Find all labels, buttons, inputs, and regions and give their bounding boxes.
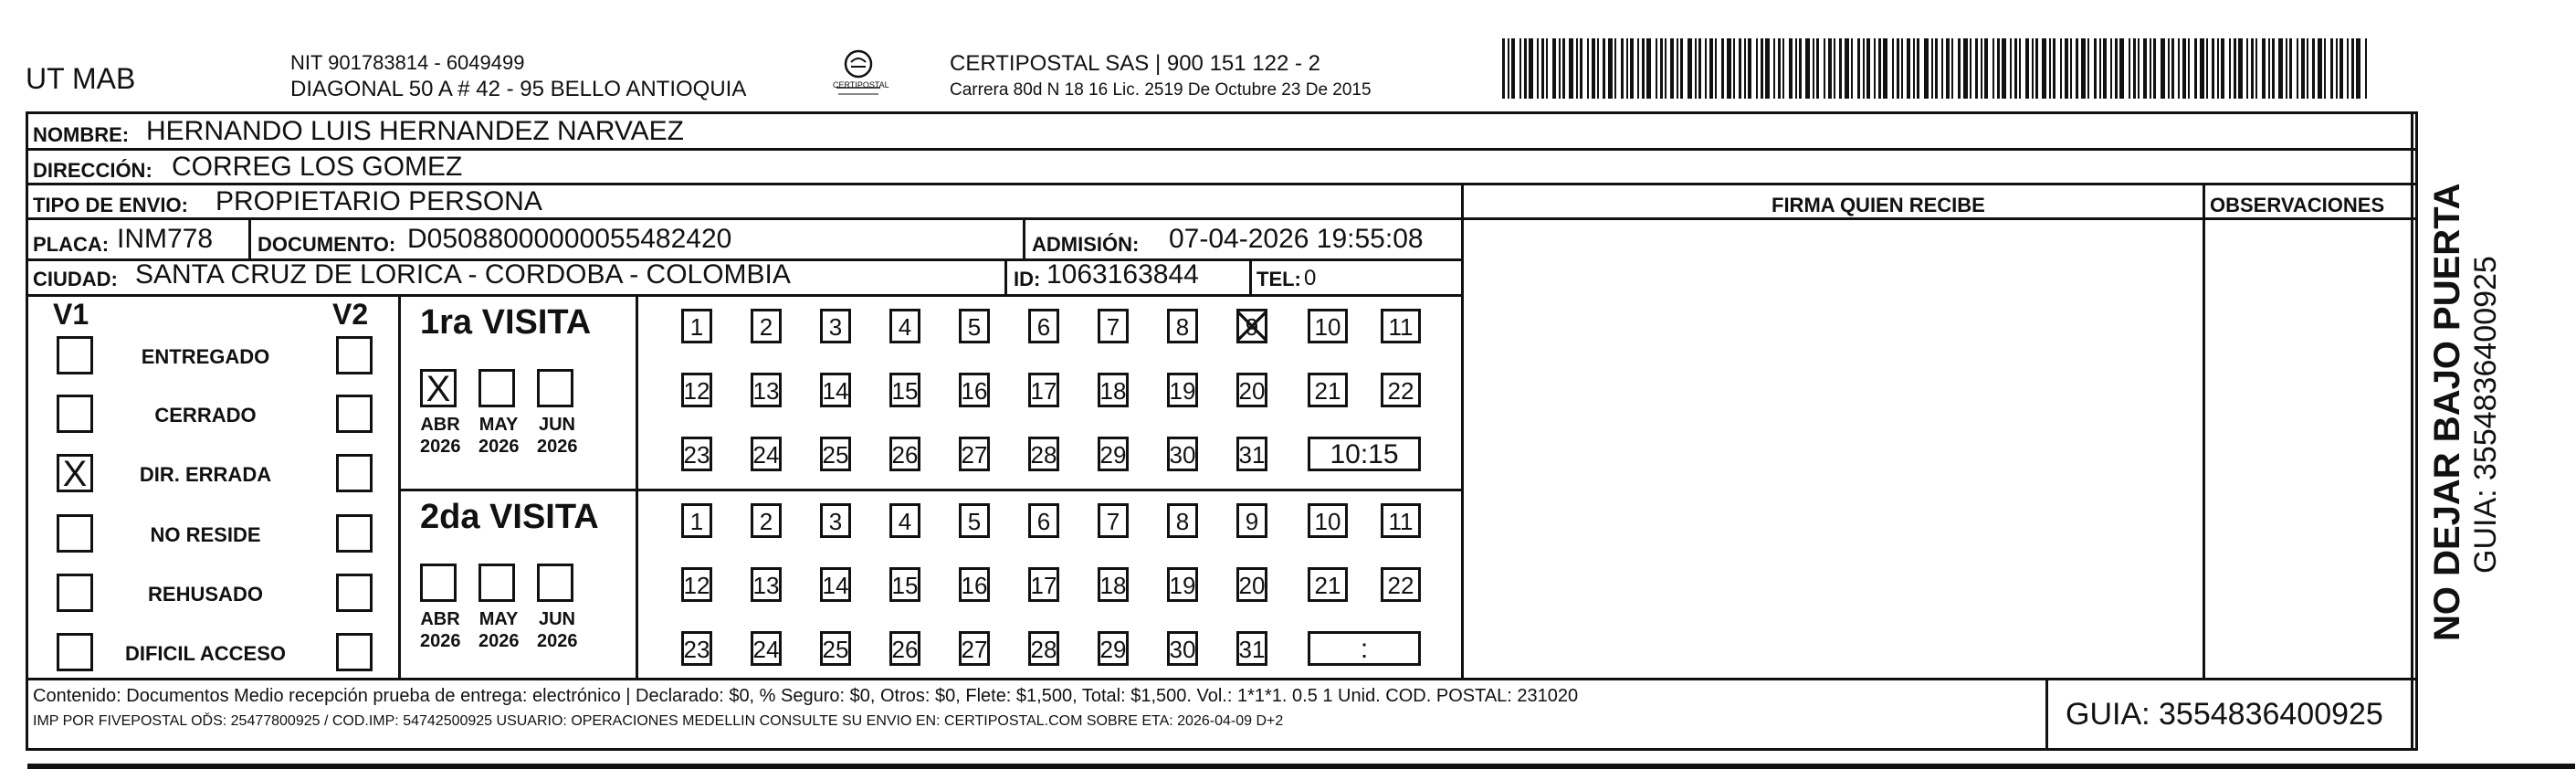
barcode-bar	[1963, 38, 1968, 99]
barcode-bar	[1845, 38, 1849, 99]
barcode-bar	[1935, 38, 1938, 99]
barcode-bar	[2019, 38, 2021, 99]
status-label: DIR. ERRADA	[139, 463, 272, 486]
visit-year-label: 2026	[420, 631, 461, 651]
admission-value: 07-04-2026 19:55:08	[1169, 224, 1424, 254]
visit-day-box[interactable]: 20	[1236, 567, 1267, 602]
visit-day-box[interactable]: 31	[1236, 437, 1267, 471]
barcode-bar	[1705, 38, 1707, 99]
visit-day-box[interactable]: 22	[1381, 373, 1421, 407]
barcode-bar	[2129, 38, 2130, 99]
barcode-bar	[2150, 38, 2151, 99]
status-v2-checkbox[interactable]	[336, 454, 373, 492]
visit-year-label: 2026	[478, 631, 520, 651]
visit-day-box[interactable]: 9	[1236, 309, 1267, 343]
barcode-bar	[1975, 38, 1978, 99]
visit-day-box[interactable]: 14	[820, 567, 851, 602]
barcode-bar	[1541, 38, 1544, 99]
barcode-bar	[2297, 38, 2298, 99]
barcode-bar	[1874, 38, 1876, 99]
barcode-bar	[2251, 38, 2254, 99]
visit-day-box[interactable]: 21	[1308, 373, 1348, 407]
visit-day-box[interactable]: 25	[820, 631, 851, 666]
barcode-bar	[2188, 38, 2190, 99]
document-label: DOCUMENTO:	[258, 233, 396, 256]
recipient-name: HERNANDO LUIS HERNANDEZ NARVAEZ	[146, 116, 684, 146]
barcode-bar	[2217, 38, 2219, 99]
visit-day-box[interactable]: 8	[1167, 309, 1198, 343]
sender-address: DIAGONAL 50 A # 42 - 95 BELLO ANTIOQUIA	[290, 77, 747, 101]
visit-day-box[interactable]: 7	[1098, 503, 1129, 538]
barcode-bar	[1537, 38, 1539, 99]
barcode-bar	[1851, 38, 1853, 99]
status-v2-checkbox[interactable]	[336, 395, 373, 433]
visit-day-box[interactable]: 23	[681, 631, 712, 666]
visit-day-box[interactable]: 13	[751, 373, 782, 407]
barcode-bar	[2035, 38, 2038, 99]
barcode-bar	[1524, 38, 1527, 99]
barcode-bar	[2307, 38, 2308, 99]
barcode-bar	[1677, 38, 1678, 99]
barcode-bar	[2099, 38, 2101, 99]
barcode-bar	[1660, 38, 1663, 99]
visit-year-label: 2026	[478, 437, 520, 457]
barcode-bar	[1597, 38, 1599, 99]
barcode-bar	[2182, 38, 2186, 99]
barcode-bar	[2289, 38, 2292, 99]
visit-day-box[interactable]: 5	[959, 309, 990, 343]
barcode-bar	[1857, 38, 1860, 99]
barcode-bar	[1695, 38, 1697, 99]
barcode-bar	[2081, 38, 2086, 99]
barcode-bar	[2339, 38, 2343, 99]
barcode-bar	[1984, 38, 1988, 99]
visit-day-box[interactable]: 7	[1098, 309, 1129, 343]
barcode-bar	[2278, 38, 2283, 99]
ship-type-label: TIPO DE ENVIO:	[33, 194, 188, 216]
barcode-bar	[2238, 38, 2243, 99]
visit-month-checkbox[interactable]: X	[420, 369, 457, 407]
visit-day-box[interactable]: 14	[820, 373, 851, 407]
barcode-bar	[2200, 38, 2204, 99]
barcode-bar	[1748, 38, 1751, 99]
visit-day-box[interactable]: 27	[959, 437, 990, 471]
barcode-bar	[1733, 38, 1735, 99]
barcode-bar	[2312, 38, 2315, 99]
barcode-bar	[2065, 38, 2068, 99]
contents-line: Contenido: Documentos Medio recepción prueba de entrega: electrónico | Declarado: $0, % Seguro: $0, Otros: $0, Flete: $1,500, Total: $1,500. Vol.: 1*1*1. 0.5 1 Unid. COD. POSTAL: 231020	[33, 686, 1579, 706]
visit-day-box[interactable]: 4	[889, 309, 920, 343]
visit-day-box[interactable]: 3	[820, 503, 851, 538]
visit-day-box[interactable]: 11	[1381, 503, 1421, 538]
visit-month-label: ABR	[420, 415, 460, 435]
visit-day-box[interactable]: 8	[1167, 503, 1198, 538]
barcode-bar	[1680, 38, 1683, 99]
operator-name: UT MAB	[26, 62, 136, 95]
barcode-bar	[2324, 38, 2326, 99]
barcode-bar	[1626, 38, 1628, 99]
barcode-bar	[2347, 38, 2349, 99]
barcode-bar	[1580, 38, 1582, 99]
barcode-bar	[1878, 38, 1881, 99]
visit-day-box[interactable]: 16	[959, 373, 990, 407]
barcode-bar	[1744, 38, 1746, 99]
tel-label: TEL:	[1256, 268, 1301, 290]
visit-day-box[interactable]: 6	[1028, 309, 1059, 343]
barcode-bar	[1795, 38, 1797, 99]
plate-label: PLACA:	[33, 233, 110, 256]
barcode-bar	[2194, 38, 2197, 99]
visit-time-box[interactable]: :	[1308, 631, 1421, 666]
city-label: CIUDAD:	[33, 268, 118, 290]
visit-time-box[interactable]: 10:15	[1308, 437, 1421, 471]
barcode-bar	[2094, 38, 2097, 99]
status-v2-checkbox[interactable]	[336, 574, 373, 612]
status-label: REHUSADO	[148, 583, 263, 606]
barcode-bar	[1665, 38, 1667, 99]
visit-day-box[interactable]: 26	[889, 631, 920, 666]
barcode-bar	[2168, 38, 2170, 99]
barcode-bar	[1569, 38, 1573, 99]
barcode-bar	[1828, 38, 1832, 99]
visit-day-box[interactable]: 26	[889, 437, 920, 471]
barcode-bar	[2025, 38, 2029, 99]
tel-value: 0	[1304, 266, 1317, 290]
barcode-bar	[2318, 38, 2322, 99]
barcode-bar	[2234, 38, 2236, 99]
barcode-bar	[1883, 38, 1887, 99]
visit-day-box[interactable]: 30	[1167, 631, 1198, 666]
status-label: NO RESIDE	[150, 523, 261, 546]
barcode-bar	[1816, 38, 1819, 99]
visit-month-checkbox[interactable]	[478, 564, 515, 602]
barcode-bar	[2153, 38, 2156, 99]
barcode-bar	[1592, 38, 1595, 99]
visit-month-label: MAY	[478, 609, 519, 629]
barcode-bar	[1698, 38, 1701, 99]
barcode-bar	[2229, 38, 2231, 99]
barcode-bar	[2138, 38, 2140, 99]
barcode-bar	[1913, 38, 1915, 99]
barcode-bar	[1721, 38, 1724, 99]
barcode-bar	[1630, 38, 1634, 99]
status-label: ENTREGADO	[141, 345, 270, 368]
barcode-bar	[1992, 38, 1994, 99]
barcode-bar	[2356, 38, 2360, 99]
visit-day-box[interactable]: 24	[751, 437, 782, 471]
visit-day-box[interactable]: 24	[751, 631, 782, 666]
city-value: SANTA CRUZ DE LORICA - CORDOBA - COLOMBIA	[135, 259, 791, 290]
visit-day-box[interactable]: 19	[1167, 567, 1198, 602]
visit-day-box[interactable]: 28	[1028, 631, 1059, 666]
visit-month-label: JUN	[538, 415, 575, 435]
barcode-bar	[2049, 38, 2051, 99]
barcode-bar	[1907, 38, 1910, 99]
visit-day-box[interactable]: 20	[1236, 373, 1267, 407]
barcode-bar	[1778, 38, 1781, 99]
barcode-bar	[1931, 38, 1933, 99]
status-v1-checkbox[interactable]: X	[57, 454, 93, 492]
visit-day-box[interactable]: 31	[1236, 631, 1267, 666]
barcode-bar	[2110, 38, 2112, 99]
barcode-bar	[2070, 38, 2072, 99]
visit-day-box[interactable]: 3	[820, 309, 851, 343]
recipient-address: CORREG LOS GOMEZ	[172, 152, 463, 182]
barcode-bar	[2212, 38, 2214, 99]
visit-day-box[interactable]: 2	[751, 309, 782, 343]
printing-line: IMP POR FIVEPOSTAL OĎS: 25477800925 / COD.IMP: 54742500925 USUARIO: OPERACIONES MEDELLIN CONSULTE SU ENVIO EN: CERTIPOSTAL.COM SOBRE ETA: 2026-04-09 D+2	[33, 713, 1284, 729]
visit-title: 1ra VISITA	[420, 303, 592, 342]
barcode-bar	[1756, 38, 1758, 99]
visit-day-box[interactable]: 18	[1098, 373, 1129, 407]
barcode-bar	[1981, 38, 1982, 99]
barcode-bar	[1897, 38, 1899, 99]
barcode-bar	[1773, 38, 1775, 99]
visit-day-box[interactable]: 12	[681, 567, 712, 602]
visit-day-box[interactable]: 30	[1167, 437, 1198, 471]
visit-month-label: ABR	[420, 609, 460, 629]
barcode-bar	[2301, 38, 2305, 99]
document-value: D05088000000055482420	[407, 224, 732, 254]
barcode-bar	[1637, 38, 1639, 99]
ship-type: PROPIETARIO PERSONA	[216, 186, 542, 216]
barcode-bar	[1958, 38, 1961, 99]
barcode-bar	[2060, 38, 2062, 99]
barcode-bar	[1709, 38, 1713, 99]
barcode-bar	[1688, 38, 1692, 99]
barcode-bar	[1562, 38, 1565, 99]
visit-title: 2da VISITA	[420, 498, 599, 536]
barcode-bar	[1670, 38, 1674, 99]
barcode-bar	[1727, 38, 1731, 99]
barcode-bar	[1892, 38, 1894, 99]
barcode-bar	[2268, 38, 2270, 99]
barcode-bar	[1799, 38, 1802, 99]
address-label: DIRECCIÓN:	[33, 159, 152, 182]
visit-month-checkbox[interactable]	[478, 369, 515, 407]
visit-day-box[interactable]: 23	[681, 437, 712, 471]
barcode-bar	[1997, 38, 2000, 99]
barcode-bar	[1924, 38, 1929, 99]
barcode-bar	[1656, 38, 1657, 99]
barcode-bar	[2330, 38, 2333, 99]
barcode	[1502, 38, 2374, 99]
company-line: CERTIPOSTAL SAS | 900 151 122 - 2	[950, 51, 1320, 76]
visit-day-box[interactable]: 17	[1028, 373, 1059, 407]
barcode-bar	[1614, 38, 1616, 99]
barcode-bar	[1782, 38, 1784, 99]
status-label: CERRADO	[154, 404, 257, 427]
visit-year-label: 2026	[420, 437, 461, 457]
barcode-bar	[2053, 38, 2056, 99]
visit-month-label: MAY	[478, 415, 519, 435]
barcode-bar	[2076, 38, 2078, 99]
visit-day-box[interactable]: 9	[1236, 503, 1267, 538]
barcode-bar	[2087, 38, 2089, 99]
barcode-bar	[1839, 38, 1842, 99]
visit-day-box[interactable]: 4	[889, 503, 920, 538]
barcode-bar	[2143, 38, 2147, 99]
barcode-bar	[2002, 38, 2006, 99]
license-line: Carrera 80d N 18 16 Lic. 2519 De Octubre 23 De 2015	[950, 80, 1372, 100]
visit-month-checkbox[interactable]	[420, 564, 457, 602]
barcode-bar	[2365, 38, 2367, 99]
barcode-bar	[1546, 38, 1548, 99]
barcode-bar	[1866, 38, 1870, 99]
visit-day-box[interactable]: 16	[959, 567, 990, 602]
barcode-bar	[1511, 38, 1515, 99]
barcode-bar	[1805, 38, 1810, 99]
barcode-bar	[1824, 38, 1825, 99]
visit-day-box[interactable]: 6	[1028, 503, 1059, 538]
visit-month-checkbox[interactable]	[537, 369, 573, 407]
visit-day-box[interactable]: 27	[959, 631, 990, 666]
barcode-bar	[1917, 38, 1919, 99]
barcode-bar	[1863, 38, 1865, 99]
nit-line: NIT 901783814 - 6049499	[290, 51, 525, 74]
barcode-bar	[1901, 38, 1903, 99]
barcode-bar	[1951, 38, 1953, 99]
visit-day-box[interactable]: 29	[1098, 631, 1129, 666]
barcode-bar	[1970, 38, 1971, 99]
barcode-bar	[1608, 38, 1613, 99]
barcode-bar	[1502, 38, 1505, 99]
id-label: ID:	[1014, 268, 1041, 290]
barcode-bar	[2115, 38, 2118, 99]
admission-label: ADMISIÓN:	[1032, 233, 1140, 256]
barcode-bar	[2262, 38, 2266, 99]
visit-day-box[interactable]: 15	[889, 567, 920, 602]
barcode-bar	[1765, 38, 1770, 99]
barcode-bar	[2103, 38, 2107, 99]
barcode-bar	[1642, 38, 1645, 99]
barcode-bar	[1603, 38, 1605, 99]
barcode-bar	[2206, 38, 2208, 99]
barcode-bar	[1587, 38, 1589, 99]
barcode-bar	[2171, 38, 2174, 99]
visit-day-box[interactable]: 18	[1098, 567, 1129, 602]
barcode-bar	[2255, 38, 2257, 99]
barcode-bar	[2032, 38, 2034, 99]
status-v2-checkbox[interactable]	[336, 633, 373, 671]
barcode-bar	[2042, 38, 2046, 99]
barcode-bar	[2178, 38, 2180, 99]
barcode-bar	[2286, 38, 2287, 99]
status-v2-checkbox[interactable]	[336, 514, 373, 553]
id-value: 1063163844	[1046, 259, 1199, 290]
barcode-bar	[2133, 38, 2136, 99]
barcode-bar	[1552, 38, 1556, 99]
barcode-bar	[1576, 38, 1578, 99]
barcode-bar	[2014, 38, 2017, 99]
barcode-bar	[1529, 38, 1533, 99]
barcode-bar	[1621, 38, 1624, 99]
barcode-bar	[1834, 38, 1835, 99]
barcode-bar	[2272, 38, 2275, 99]
barcode-bar	[2010, 38, 2012, 99]
visit-day-box[interactable]: 10	[1308, 309, 1348, 343]
status-v2-checkbox[interactable]	[336, 336, 373, 374]
barcode-bar	[2221, 38, 2224, 99]
visit-day-box[interactable]: 21	[1308, 567, 1348, 602]
plate-value: INM778	[117, 224, 214, 254]
visit-day-box[interactable]: 19	[1167, 373, 1198, 407]
visit-day-box[interactable]: 22	[1381, 567, 1421, 602]
visit-day-box[interactable]: 2	[751, 503, 782, 538]
visit-day-box[interactable]: 1	[681, 503, 712, 538]
signature-header: FIRMA QUIEN RECIBE	[1772, 194, 1985, 216]
barcode-bar	[1559, 38, 1561, 99]
v1-label: V1	[53, 298, 89, 331]
visit-day-box[interactable]: 28	[1028, 437, 1059, 471]
certipostal-logo: CERTIPOSTAL	[831, 44, 886, 102]
side-warning: NO DEJAR BAJO PUERTA	[2427, 183, 2467, 641]
visit-day-box[interactable]: 12	[681, 373, 712, 407]
barcode-bar	[1941, 38, 1943, 99]
side-guide: GUIA: 3554836400925	[2468, 256, 2503, 574]
visit-day-box[interactable]: 5	[959, 503, 990, 538]
visit-year-label: 2026	[537, 631, 578, 651]
visit-day-box[interactable]: 13	[751, 567, 782, 602]
footer-guide: GUIA: 3554836400925	[2066, 697, 2383, 732]
barcode-bar	[1946, 38, 1950, 99]
barcode-bar	[2119, 38, 2124, 99]
barcode-bar	[1739, 38, 1741, 99]
barcode-bar	[2336, 38, 2338, 99]
visit-day-box[interactable]: 11	[1381, 309, 1421, 343]
visit-day-box[interactable]: 15	[889, 373, 920, 407]
barcode-bar	[1646, 38, 1651, 99]
barcode-bar	[1789, 38, 1793, 99]
barcode-bar	[1508, 38, 1509, 99]
barcode-bar	[2161, 38, 2165, 99]
visit-month-label: JUN	[538, 609, 575, 629]
barcode-bar	[1519, 38, 1521, 99]
visit-day-box[interactable]: 25	[820, 437, 851, 471]
observations-header: OBSERVACIONES	[2210, 194, 2385, 216]
visit-month-checkbox[interactable]	[537, 564, 573, 602]
visit-day-box[interactable]: 17	[1028, 567, 1059, 602]
barcode-bar	[2246, 38, 2248, 99]
barcode-bar	[1813, 38, 1814, 99]
visit-day-box[interactable]: 29	[1098, 437, 1129, 471]
visit-year-label: 2026	[537, 437, 578, 457]
barcode-bar	[1761, 38, 1763, 99]
barcode-bar	[2351, 38, 2354, 99]
visit-day-box[interactable]: 1	[681, 309, 712, 343]
status-label: DIFICIL ACCESO	[124, 642, 286, 665]
barcode-bar	[1715, 38, 1717, 99]
visit-day-box[interactable]: 10	[1308, 503, 1348, 538]
v2-label: V2	[332, 298, 369, 331]
name-label: NOMBRE:	[33, 123, 130, 146]
